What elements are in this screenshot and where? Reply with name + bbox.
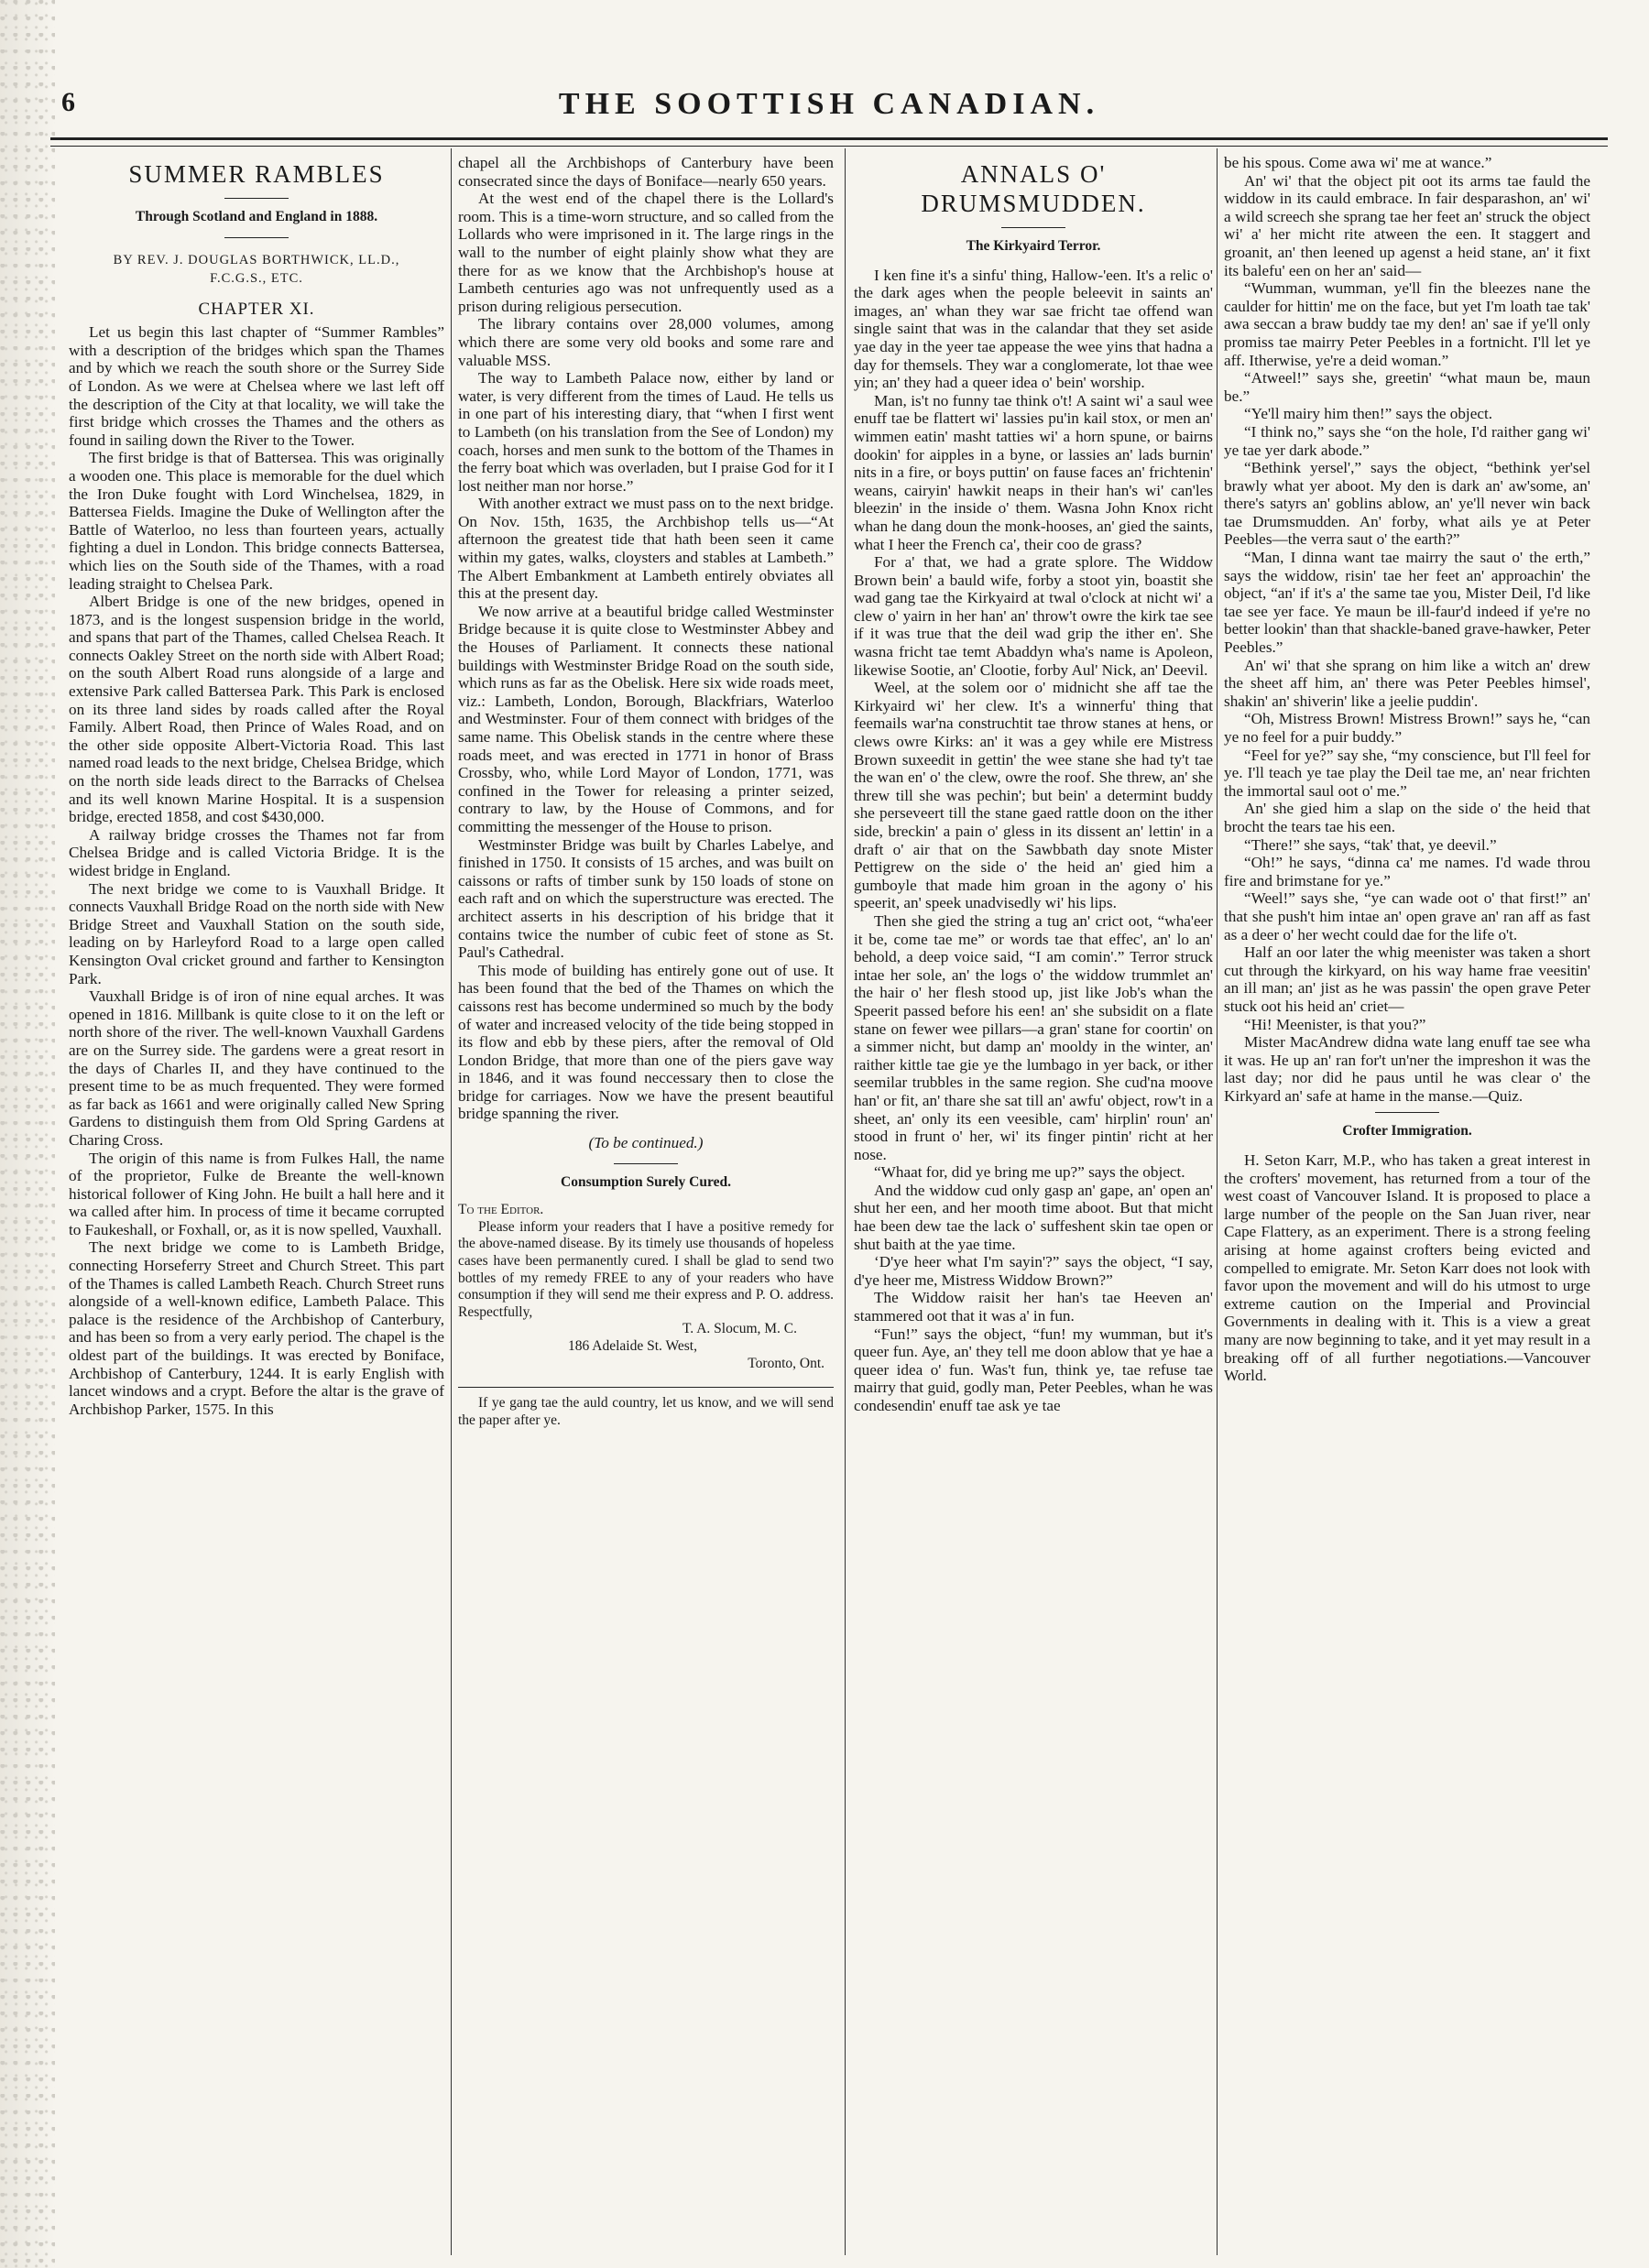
paragraph: The next bridge we come to is Vauxhall Bridge. It connects Vauxhall Bridge Road on the north side with New Bridge Street and Vauxhall Station on the south side, leading on by Harleyford Road to a large open called Kensington Oval cricket ground and farther to Kensington Park. (69, 879, 444, 987)
paragraph: An' wi' that she sprang on him like a witch an' drew the sheet aff him, an' there was Peter Peebles himsel', shakin' an' shiverin' like a jeelie puddin'. (1224, 656, 1590, 710)
paragraph: The library contains over 28,000 volumes, among which there are some very old books and some rare and valuable MSS. (458, 315, 834, 369)
paragraph: “Man, I dinna want tae mairry the saut o' the erth,” says the widdow, risin' tae her feet an' approachin' the object, “an' if it's a' the same tae you, Mister Deil, I'd like tae see yer face. Ye maun be ill-faur'd indeed if ye're no better lookin' than that shackle-baned grave-hawker, Peter Peebles.” (1224, 549, 1590, 657)
ad-address: 186 Adelaide St. West, (568, 1338, 697, 1354)
title-rule (1001, 227, 1065, 228)
paragraph: A railway bridge crosses the Thames not far from Chelsea Bridge and is called Victoria Bridge. It is the widest bridge in England. (69, 825, 444, 879)
chapter-heading: CHAPTER XI. (198, 299, 315, 319)
column-4 (1224, 154, 1590, 2252)
scan-edge-texture (0, 0, 55, 2268)
paragraph: Let us begin this last chapter of “Summer Rambles” with a description of the bridges which span the Thames and by which we reach the south shore or the Surrey Side of London. As we were at Chelsea where we last left off the description of the City at that locality, we will take the first bridge which crosses the Thames and the others as found in sailing down the River to the Tower. (69, 323, 444, 449)
column-3 (854, 154, 1213, 2252)
paragraph: I ken fine it's a sinfu' thing, Hallow-'een. It's a relic o' the dark ages when the people beleevit in saints an' images, an' whan they war sae fricht tae offend wan single saint that was in the calandar that they set aside yae day in the yeer tae appease the wee yins that hadna a day for themsels. They war a conglomerate, lot thae wee yin; an' they had a queer idea o' bein' worship. (854, 266, 1213, 392)
paragraph: Albert Bridge is one of the new bridges, opened in 1873, and is the longest suspension bridge in the world, and spans that part of the Thames, called Chelsea Reach. It connects Oakley Street on the north side with Albert Road; on the south Albert Road runs alongside of a large and extensive Park called Battersea Park. This Park is enclosed on its three land sides by roads called after the Royal Family. Albert Road, then Prince of Wales Road, and on the other side opposite Albert-Victoria Road. This last named road leads to the next bridge, Chelsea Bridge, which on the north side leads direct to the Barracks of Chelsea and its well known Marine Hospital. It is a suspension bridge, erected 1858, and cost $430,000. (69, 593, 444, 826)
ad-address: Toronto, Ont. (748, 1355, 824, 1371)
masthead (50, 87, 1608, 133)
paragraph: This mode of building has entirely gone out of use. It has been found that the bed of the Thames on which the caissons rest has become undermined so much by the body of water and increased velocity of the tide being stopped in its flow and ebb by these piers, after the removal of Old London Bridge, that more than one of the piers gave way in 1846, and it was found neccessary then to close the bridge for carriages. Now we have the present beautiful bridge spanning the river. (458, 961, 834, 1123)
title-rule (224, 198, 289, 199)
footer-rule (458, 1387, 834, 1388)
paragraph: At the west end of the chapel there is the Lollard's room. This is a time-worn structure, and so called from the Lollards who were imprisoned in it. The large rings in the wall to the number of eight plainly show what they are there for as we know that the Archbishop's house at Lambeth centuries ago was not unfrequently used as a prison during religious persecution. (458, 190, 834, 315)
paragraph: be his spous. Come awa wi' me at wance.” (1224, 154, 1492, 171)
column-divider (451, 148, 452, 2255)
paragraph: “I think no,” says she “on the hole, I'd raither gang wi' ye tae yer dark abode.” (1224, 422, 1590, 459)
paragraph: Mister MacAndrew didna wate lang enuff tae see wha it was. He up an' ran for't un'ner the impreshon it was the last day; nor did he paus until he was clear o' the Kirkyard an' safe at hame in the manse.—Quiz. (1224, 1033, 1590, 1105)
advertisement (458, 1202, 834, 1372)
paragraph: ‘D'ye heer what I'm sayin'?” says the object, “I say, d'ye heer me, Mistress Widdow Brown?” (854, 1253, 1213, 1289)
paragraph: H. Seton Karr, M.P., who has taken a great interest in the crofters' movement, has returned from a tour of the west coast of Vancouver Island. It is proposed to place a large number of the people on the San Juan river, near Cape Flattery, as an experiment. There is a strong feeling arising at home against crofters being evicted and compelled to emigrate. Mr. Seton Karr does not look with favor upon the movement and will do his utmost to urge extreme caution on the Imperial and Provincial Governments in dealing with it. This is a view a great many are now beginning to take, and it yet may result in a breaking off of all further negotiations.—Vancouver World. (1224, 1151, 1590, 1385)
newspaper-title: THE SOOTTISH CANADIAN. (558, 87, 1100, 121)
paragraph: “Atweel!” says she, greetin' “what maun be, maun be.” (1224, 369, 1590, 405)
byline-line: BY REV. J. DOUGLAS BORTHWICK, LL.D., (113, 252, 400, 267)
article-title: ANNALS O' DRUMSMUDDEN. (921, 160, 1146, 217)
paragraph: “Bethink yersel',” says the object, “bethink yer'sel brawly what yer aboot. My den is dark an' aw'some, an' there's satyrs an' goblins ablow, an' ye'll never win back tae Drumsmudden. An' forby, what ails ye at Peter Peebles—the verra saut o' the earth?” (1224, 459, 1590, 549)
article-subtitle: Crofter Immigration. (1342, 1123, 1472, 1139)
ad-body: Please inform your readers that I have a positive remedy for the above-named disease. By its timely use thousands of hopeless cases have been permanently cured. I shall be glad to send two bottles of my remedy FREE to any of your readers who have consumption if they will send me their express and P. O. address. Respectfully, (458, 1218, 834, 1320)
section-rule (1375, 1112, 1439, 1113)
article-subtitle: Through Scotland and England in 1888. (135, 209, 378, 224)
paragraph: “Ye'll mairy him then!” says the object. (1244, 405, 1493, 423)
paragraph: An' wi' that the object pit oot its arms tae fauld the widdow in its cauld embrace. In fair desparashon, an' wi' a wild screech she sprang tae her feet an' struck the object wi' a' her micht rite atween the een. It staggert and groanit, an' then leened up agenst a heid stane, an' it fixt its balefu' een on her an' said— (1224, 171, 1590, 279)
paragraph: “Hi! Meenister, is that you?” (1244, 1015, 1426, 1033)
continued-note: (To be continued.) (588, 1134, 704, 1152)
paragraph: “Oh!” he says, “dinna ca' me names. I'd wade throu fire and brimstane for ye.” (1224, 854, 1590, 889)
paragraph: chapel all the Archbishops of Canterbury have been consecrated since the days of Boniface—nearly 650 years. (458, 154, 834, 190)
column-1 (69, 154, 444, 2252)
paragraph: Vauxhall Bridge is of iron of nine equal arches. It was opened in 1816. Millbank is quite close to it on the left or north shore of the river. The well-known Vauxhall Gardens are on the Surrey side. The gardens were a great resort in the days of Charles II, and they have continued to the present time to be as much frequented. They were formed as far back as 1661 and were originally called New Spring Gardens to distinguish them from Old Spring Gardens at Charing Cross. (69, 987, 444, 1149)
section-rule (614, 1163, 678, 1164)
ad-signature: T. A. Slocum, M. C. (682, 1321, 797, 1337)
paragraph: “Fun!” says the object, “fun! my wumman, but it's queer fun. Aye, an' they tell me doon ablow that ye hae a queer idea o' fun. Was't fun, think ye, tae refuse tae mairry that guid, godly man, Peter Peebles, whan he was condesendin' enuff tae ask ye tae (854, 1325, 1213, 1414)
column-2 (458, 154, 834, 2252)
article-subtitle: The Kirkyaird Terror. (966, 238, 1101, 254)
footer-note: If ye gang tae the auld country, let us know, and we will send the paper after ye. (458, 1395, 834, 1428)
paragraph: The next bridge we come to is Lambeth Bridge, connecting Horseferry Street and Church Street. This part of the Thames is called Lambeth Reach. Church Street runs alongside of a well-known edifice, Lambeth Palace. This palace is the residence of the Archbishop of Canterbury, and has been so from a very early period. The chapel is the oldest part of the buildings. It was erected by Boniface, Archbishop of Canterbury, 1244. It is early English with lancet windows and a crypt. Before the altar is the grave of Archbishop Parker, 1575. In this (69, 1238, 444, 1418)
column-divider (845, 148, 846, 2255)
paragraph: “Wumman, wumman, ye'll fin the bleezes nane the caulder for hittin' me on the face, but yet I'm loath tae tak' awa seccan a braw buddy tae my den! an' sae if ye'll only promiss tae mairry Peter Peebles in a fortnicht. I'll let ye aff. Itherwise, ye're a deid woman.” (1224, 279, 1590, 369)
byline-line: F.C.G.S., ETC. (210, 270, 303, 286)
byline (69, 251, 444, 288)
paragraph: “There!” she says, “tak' that, ye deevil.” (1244, 835, 1497, 854)
paragraph: We now arrive at a beautiful bridge called Westminster Bridge because it is quite close to Westminster Abbey and the Houses of Parliament. It connects these national buildings with Westminster Bridge Road on the south side, which runs as far as the Obelisk. Here six wide roads meet, viz.: Lambeth, London, Borough, Blackfriars, Waterloo and Westminster. Four of them connect with bridges of the same name. This Obelisk stands in the centre where these roads meet, and was erected in 1771 in honor of Brass Crossby, who, while Lord Mayor of London, 1771, was confined in the Tower for releasing a printer seized, contrary to law, by the House of Commons, and for committing the messenger of the House to prison. (458, 602, 834, 835)
article-title: SUMMER RAMBLES (128, 160, 385, 188)
ad-salutation: To the Editor. (458, 1202, 544, 1218)
paragraph: The Widdow raisit her han's tae Heeven an' stammered oot that it was a' in fun. (854, 1289, 1213, 1325)
paragraph: “Weel!” says she, “ye can wade oot o' that first!” an' that she push't him intae an' open grave an' ran aff as fast as a deer o' her wecht could dae for the life o't. (1224, 889, 1590, 943)
paragraph: For a' that, we had a grate splore. The Widdow Brown bein' a bauld wife, forby a stoot yin, boastit she wad gang tae the Kirkyaird at twal o'clock at nicht wi' a clew o' yairn in her han' an' throw't owre the kirk tae see if it was true that the deil wad grip the ither en'. She wasna fricht tae temt Abaddyn wha's name is Apoleon, likewise Sootie, an' Clootie, forby Aul' Nick, an' Deevil. (854, 553, 1213, 679)
paragraph: Then she gied the string a tug an' crict oot, “wha'eer it be, come tae me” or words tae that effec', an' lo an' behold, a deep voice said, “I am comin'.” Terror struck intae her sole, an' the logs o' the widdow trummlet an' the hair o' her flesh stood up, jist like Job's whan the Speerit passed before his een! an' she subsidit on a flate stane on fewer wee pillars—a gran' stane for coortin' on a simmer nicht, but damp an' mooldy in the winter, an' raither kittle tae gie ye the lumbago in yer back, or ither seemilar trubbles in the same region. She cud'na moove han' or fit, an' thare she sat till an' awfu' object, row't in a sheet, an' only its een veesible, cam' hirplin' roun' an' stood in frunt o' her, wi' its finger pintin' richt at her nose. (854, 911, 1213, 1163)
ad-title: Consumption Surely Cured. (561, 1173, 731, 1190)
masthead-rule (50, 137, 1608, 147)
paragraph: “Whaat for, did ye bring me up?” says the object. (874, 1163, 1185, 1182)
paragraph: With another extract we must pass on to the next bridge. On Nov. 15th, 1635, the Archbishop tells us—“At afternoon the greatest tide that hath been seen it came within my gates, walks, cloysters and stables at Lambeth.” The Albert Embankment at Lambeth entirely obviates all this at the present day. (458, 495, 834, 603)
page-number: 6 (61, 87, 75, 117)
paragraph: An' she gied him a slap on the side o' the heid that brocht the tears tae his een. (1224, 800, 1590, 835)
paragraph: Weel, at the solem oor o' midnicht she aff tae the Kirkyaird wi' her clew. It's a winnerfu' thing that feemails war'na construchtit tae throw stanes at hens, or clews owre Kirks: an' it was a gey while ere Mistress Brown suxeedit in gettin' the wee stane she had ty't tae the wan en' o' the clew, owre the roof. She threw, an' she threw till she was pechin'; but bein' a determint buddy she perseveert till the stane gaed rattle doon on the ither side, breckin' a pain o' gless in its dissent an' lettin' in a draft o' air that on the Sawbbath day snote Mister Pettigrew on the side o' the heid an' gied him a gumboyle that made him groan in the agony o' his speerit, an' speek unadvisedly wi' his lips. (854, 679, 1213, 912)
paragraph: “Feel for ye?” say she, “my conscience, but I'll feel for ye. I'll teach ye tae play the Deil tae me, an' near frichten the immortal saul oot o' me.” (1224, 746, 1590, 800)
paragraph: And the widdow cud only gasp an' gape, an' open an' shut her een, and her mooth time aboot. But that micht hae been dew tae the lack o' suffeshent skin tae open or shut baith at the yae time. (854, 1181, 1213, 1253)
column-divider (1217, 148, 1218, 2255)
paragraph: “Oh, Mistress Brown! Mistress Brown!” says he, “can ye no feel for a puir buddy.” (1224, 710, 1590, 746)
paragraph: Half an oor later the whig meenister was taken a short cut through the kirkyard, on his way hame frae veesitin' an ill man; an' jist as he was passin' the open grave Peter stuck oot his heid an' criet— (1224, 943, 1590, 1015)
paragraph: The way to Lambeth Palace now, either by land or water, is very different from the times of Laud. He tells us in one part of his interesting diary, that “when I first went to Lambeth (on his translation from the See of London) my coach, horses and men sunk to the bottom of the Thames in the ferry boat which was overladen, but I praise God for it I lost neither man nor horse.” (458, 369, 834, 495)
paragraph: Man, is't no funny tae think o't! A saint wi' a saul wee enuff tae be flattert wi' lassies pu'in kail stox, or men an' wimmen eatin' masht tatties wi' a horn spune, or bairns dookin' for aipples in a byne, or lassies an' lads burnin' nits in a fire, or boys puttin' on fause faces an' frichtenin' weans, cairyin' hawkit neaps in their han's wi' can'les bleezin' in the inside o' them. Wasna John Knox richt whan he dang doun the monk-hooses, an' gied the saints, what I heer the French ca', their coo de grass? (854, 391, 1213, 553)
subtitle-rule (224, 237, 289, 238)
paragraph: The origin of this name is from Fulkes Hall, the name of the proprietor, Fulke de Breante the well-known historical follower of King John. He built a hall here and it wa called after him. In process of time it became corrupted to Faukeshall, or Foxhall, or, as it is now spelled, Vauxhall. (69, 1149, 444, 1238)
paragraph: Westminster Bridge was built by Charles Labelye, and finished in 1750. It consists of 15 arches, and was built on caissons or rafts of timber sunk by 150 loads of stone on each raft and on which the superstructure was erected. The architect asserts in his description of his bridge that it contains twice the number of cubic feet of stone as St. Paul's Cathedral. (458, 835, 834, 962)
paragraph: The first bridge is that of Battersea. This was originally a wooden one. This place is memorable for the duel which the Iron Duke fought with Lord Winchelsea, 1829, in Battersea Fields. Imagine the Duke of Wellington after the Battle of Waterloo, no less than fourteen years, actually fighting a duel in London. This bridge connects Battersea, which lies on the South side of the Thames, with a road leading straight to Chelsea Park. (69, 449, 444, 593)
